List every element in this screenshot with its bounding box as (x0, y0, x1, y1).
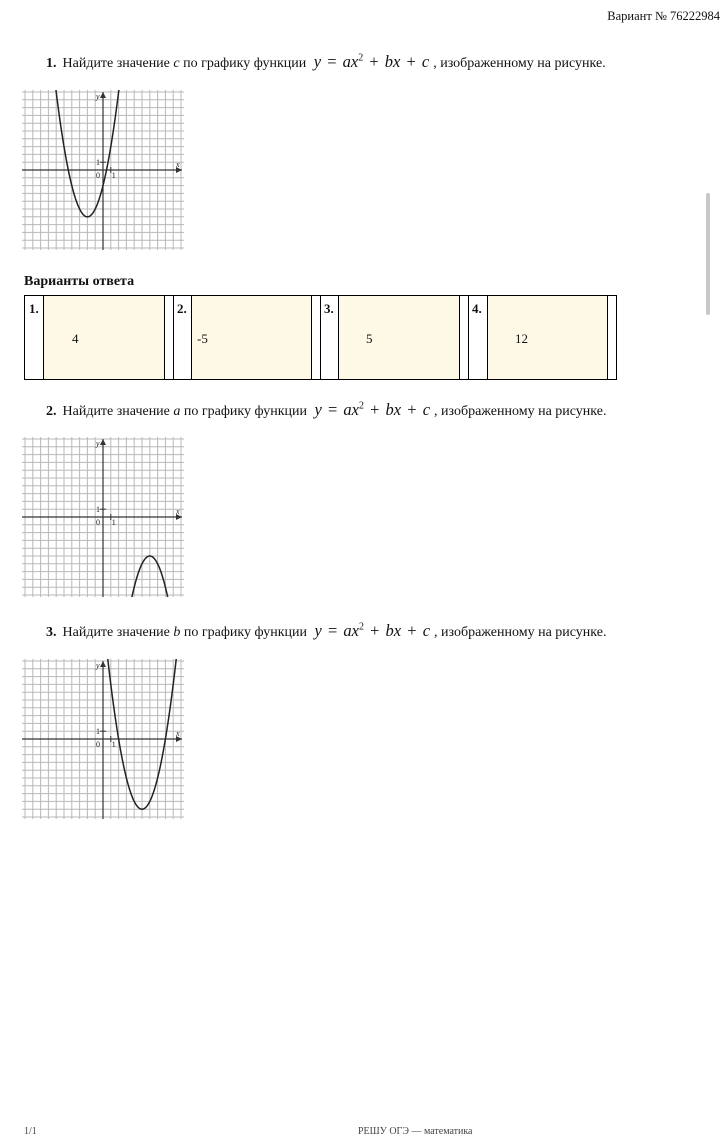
task-3 (46, 621, 606, 641)
y-unit-label: 1 (96, 727, 100, 737)
footer-site: РЕШУ ОГЭ — математика (358, 1126, 473, 1137)
answer-value: 4 (72, 331, 79, 346)
task-text-after: по графику функции (183, 404, 308, 419)
task-variable: a (173, 404, 181, 419)
answer-value: -5 (197, 331, 208, 346)
task-1 (46, 52, 606, 72)
x-axis-label: x (176, 507, 180, 516)
formula: $y = ax^2$ + bx + c (313, 52, 430, 71)
task-text-before: Найдите значение (62, 625, 170, 640)
answer-option-3[interactable] (339, 296, 460, 379)
formula: $y = ax^2$ + bx + c (314, 621, 431, 640)
task-2 (46, 400, 606, 420)
task-number: 2. (46, 404, 57, 419)
origin-label: 0 (96, 740, 100, 749)
answer-option-4[interactable] (488, 296, 608, 379)
task-text-after: по графику функции (183, 625, 308, 640)
task-text-tail: , изображенному на рисунке. (434, 625, 607, 640)
task-number: 3. (46, 625, 57, 640)
scrollbar[interactable] (706, 193, 710, 315)
y-axis-label: y (96, 439, 100, 448)
answer-option-1-number: 1. (25, 296, 44, 379)
origin-label: 0 (96, 518, 100, 527)
x-unit-label: 1 (111, 518, 116, 527)
answer-option-2-number: 2. (173, 296, 192, 379)
y-axis-arrow (100, 439, 106, 445)
answer-option-4-number: 4. (468, 296, 488, 379)
x-unit-label: 1 (111, 171, 116, 180)
variant-number: Вариант № 76222984 (607, 9, 720, 23)
y-axis-label: y (96, 92, 100, 101)
task-text-after: по графику функции (183, 56, 307, 71)
graph-3 (22, 659, 184, 819)
cell-divider (608, 296, 617, 379)
task-text-tail: , изображенному на рисунке. (433, 56, 606, 71)
answer-option-1[interactable] (44, 296, 165, 379)
task-text-before: Найдите значение (62, 56, 170, 71)
origin-label: 0 (96, 171, 100, 180)
y-unit-label: 1 (96, 158, 100, 168)
y-axis-arrow (100, 92, 106, 98)
y-unit-label: 1 (96, 505, 100, 515)
task-text-tail: , изображенному на рисунке. (434, 404, 607, 419)
formula: $y = ax^2$ + bx + c (314, 400, 431, 419)
answer-value: 5 (366, 331, 373, 346)
answer-value: 12 (515, 331, 528, 346)
x-axis-label: x (176, 160, 180, 169)
graph-2 (22, 437, 184, 597)
task-variable: c (173, 56, 180, 71)
answer-options (24, 295, 617, 380)
task-variable: b (173, 625, 181, 640)
x-unit-label: 1 (111, 740, 116, 749)
answers-title: Варианты ответа (24, 274, 135, 289)
y-axis-arrow (100, 661, 106, 667)
task-number: 1. (46, 56, 57, 71)
graph-1 (22, 90, 184, 250)
answer-option-3-number: 3. (320, 296, 339, 379)
y-axis-label: y (96, 661, 100, 670)
footer-page: 1/1 (24, 1126, 37, 1137)
task-text-before: Найдите значение (62, 404, 170, 419)
answer-option-2[interactable] (192, 296, 312, 379)
x-axis-label: x (176, 729, 180, 738)
